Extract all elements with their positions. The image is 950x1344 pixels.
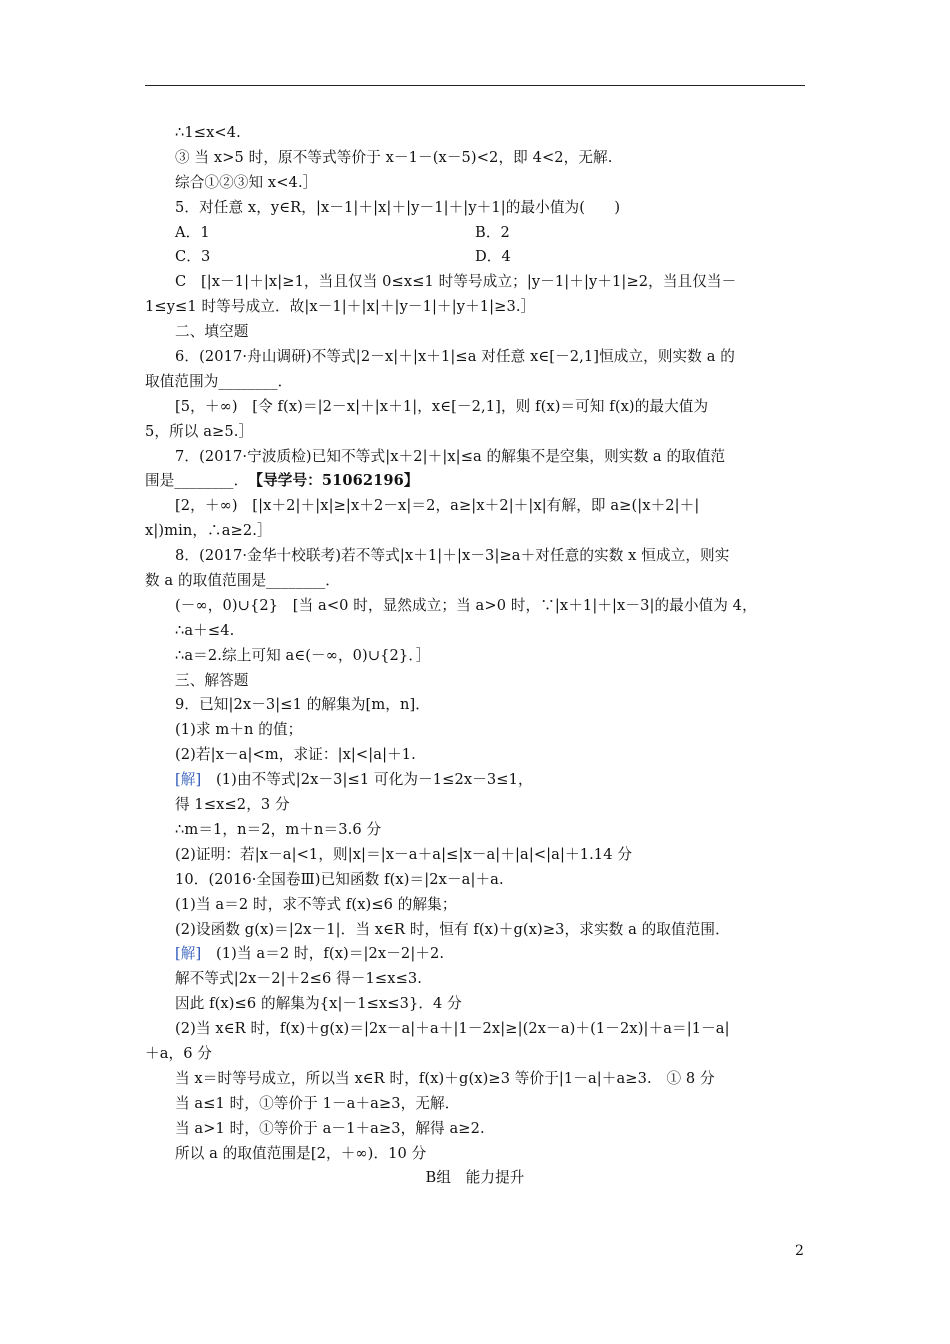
text-line: 当 x＝时等号成立，所以当 x∈R 时，f(x)＋g(x)≥3 等价于|1－a|＋a≥3. ① 8 分 bbox=[175, 1069, 715, 1087]
text-line: (2)设函数 g(x)＝|2x－1|．当 x∈R 时，恒有 f(x)＋g(x)≥3，求实数 a 的取值范围． bbox=[175, 920, 730, 938]
text-line: 取值范围为________． bbox=[145, 372, 293, 390]
answer-7: [2，＋∞) [|x＋2|＋|x|≥|x＋2－x|＝2，a≥|x＋2|＋|x|有解，即 a≥(|x＋2|＋| bbox=[175, 497, 700, 515]
solution-tag: [解] bbox=[175, 771, 202, 789]
solution-9 bbox=[145, 768, 805, 793]
question-5: 5．对任意 x，y∈R，|x－1|＋|x|＋|y－1|＋|y＋1|的最小值为( ) bbox=[175, 198, 621, 216]
text-segment: (1)当 a＝2 时，f(x)＝|2x－2|＋2. bbox=[215, 945, 445, 963]
section-heading: 三、解答题 bbox=[175, 671, 249, 689]
text-line: ∴a＋≤4. bbox=[175, 621, 235, 639]
options-row-2 bbox=[145, 245, 805, 270]
text-line: 1≤y≤1 时等号成立．故|x－1|＋|x|＋|y－1|＋|y＋1|≥3.］ bbox=[145, 298, 536, 316]
text-line: 所以 a 的取值范围是[2，＋∞)．10 分 bbox=[175, 1144, 427, 1162]
section-heading: 二、填空题 bbox=[175, 323, 249, 341]
solution-10 bbox=[145, 942, 805, 967]
text-line bbox=[145, 469, 805, 494]
text-line: ∴m＝1，n＝2，m＋n＝3.6 分 bbox=[175, 820, 382, 838]
answer-6: [5，＋∞) [令 f(x)＝|2－x|＋|x＋1|，x∈[－2,1]，则 f(x)＝可知 f(x)的最大值为 bbox=[175, 397, 709, 415]
text-line: ∴1≤x<4. bbox=[175, 124, 241, 141]
text-line: x|)min，∴a≥2.］ bbox=[145, 522, 272, 540]
text-line: 当 a≤1 时，①等价于 1－a＋a≥3，无解． bbox=[175, 1094, 460, 1112]
text-line: 综合①②③知 x<4.］ bbox=[175, 173, 318, 191]
option-d: D．4 bbox=[475, 248, 511, 266]
text-line: 数 a 的取值范围是________． bbox=[145, 572, 341, 590]
text-line: 得 1≤x≤2，3 分 bbox=[175, 796, 290, 814]
text-line: (2)证明：若|x－a|<1，则|x|＝|x－a＋a|≤|x－a|＋|a|<|a|＋1.14 分 bbox=[175, 845, 633, 863]
question-9: 9．已知|2x－3|≤1 的解集为[m，n]． bbox=[175, 696, 430, 714]
guide-number: 【导学号：51062196】 bbox=[255, 472, 419, 490]
question-6: 6．(2017·舟山调研)不等式|2－x|＋|x＋1|≤a 对任意 x∈[－2,1]恒成立，则实数 a 的 bbox=[175, 348, 735, 366]
text-line: ∴a＝2.综上可知 a∈(－∞，0)∪{2}．］ bbox=[175, 646, 431, 664]
option-c: C．3 bbox=[175, 248, 211, 266]
document-body bbox=[145, 121, 805, 1191]
text-line: (2)当 x∈R 时，f(x)＋g(x)＝|2x－a|＋a＋|1－2x|≥|(2x－a)＋(1－2x)|＋a＝|1－a| bbox=[175, 1020, 730, 1038]
option-a: A．1 bbox=[175, 223, 210, 241]
text-line: 当 a>1 时，①等价于 a－1＋a≥3，解得 a≥2. bbox=[175, 1119, 485, 1137]
question-7: 7．(2017·宁波质检)已知不等式|x＋2|＋|x|≤a 的解集不是空集，则实数 a 的取值范 bbox=[175, 447, 726, 465]
answer-8: (－∞，0)∪{2} [当 a<0 时，显然成立；当 a>0 时，∵|x＋1|＋|x－3|的最小值为 4， bbox=[175, 596, 757, 614]
text-line: (1)当 a＝2 时，求不等式 f(x)≤6 的解集； bbox=[175, 895, 457, 913]
text-line: (1)求 m＋n 的值； bbox=[175, 721, 303, 739]
page-number: 2 bbox=[795, 1243, 804, 1259]
answer-5: C [|x－1|＋|x|≥1，当且仅当 0≤x≤1 时等号成立；|y－1|＋|y＋1|≥2，当且仅当－ bbox=[175, 273, 737, 291]
text-line: 5，所以 a≥5.］ bbox=[145, 422, 254, 440]
question-8: 8．(2017·金华十校联考)若不等式|x＋1|＋|x－3|≥a＋对任意的实数 x 恒成立，则实 bbox=[175, 547, 730, 565]
text-line: (2)若|x－a|<m，求证：|x|<|a|＋1. bbox=[175, 746, 416, 764]
header-rule bbox=[145, 85, 805, 86]
solution-tag: [解] bbox=[175, 945, 202, 963]
text-line: 因此 f(x)≤6 的解集为{x|－1≤x≤3}．4 分 bbox=[175, 995, 462, 1013]
text-segment: (1)由不等式|2x－3|≤1 可化为－1≤2x－3≤1， bbox=[215, 771, 533, 789]
text-segment: 围是________． bbox=[145, 472, 241, 490]
text-line: 解不等式|2x－2|＋2≤6 得－1≤x≤3. bbox=[175, 970, 423, 988]
question-10: 10．(2016·全国卷Ⅲ)已知函数 f(x)＝|2x－a|＋a. bbox=[175, 870, 504, 888]
section-b-title: B组 能力提升 bbox=[425, 1169, 525, 1187]
text-line: ③ 当 x>5 时，原不等式等价于 x－1－(x－5)<2，即 4<2，无解. bbox=[175, 148, 613, 166]
options-row-1 bbox=[145, 221, 805, 246]
text-line: ＋a，6 分 bbox=[145, 1044, 213, 1062]
option-b: B．2 bbox=[475, 223, 510, 241]
